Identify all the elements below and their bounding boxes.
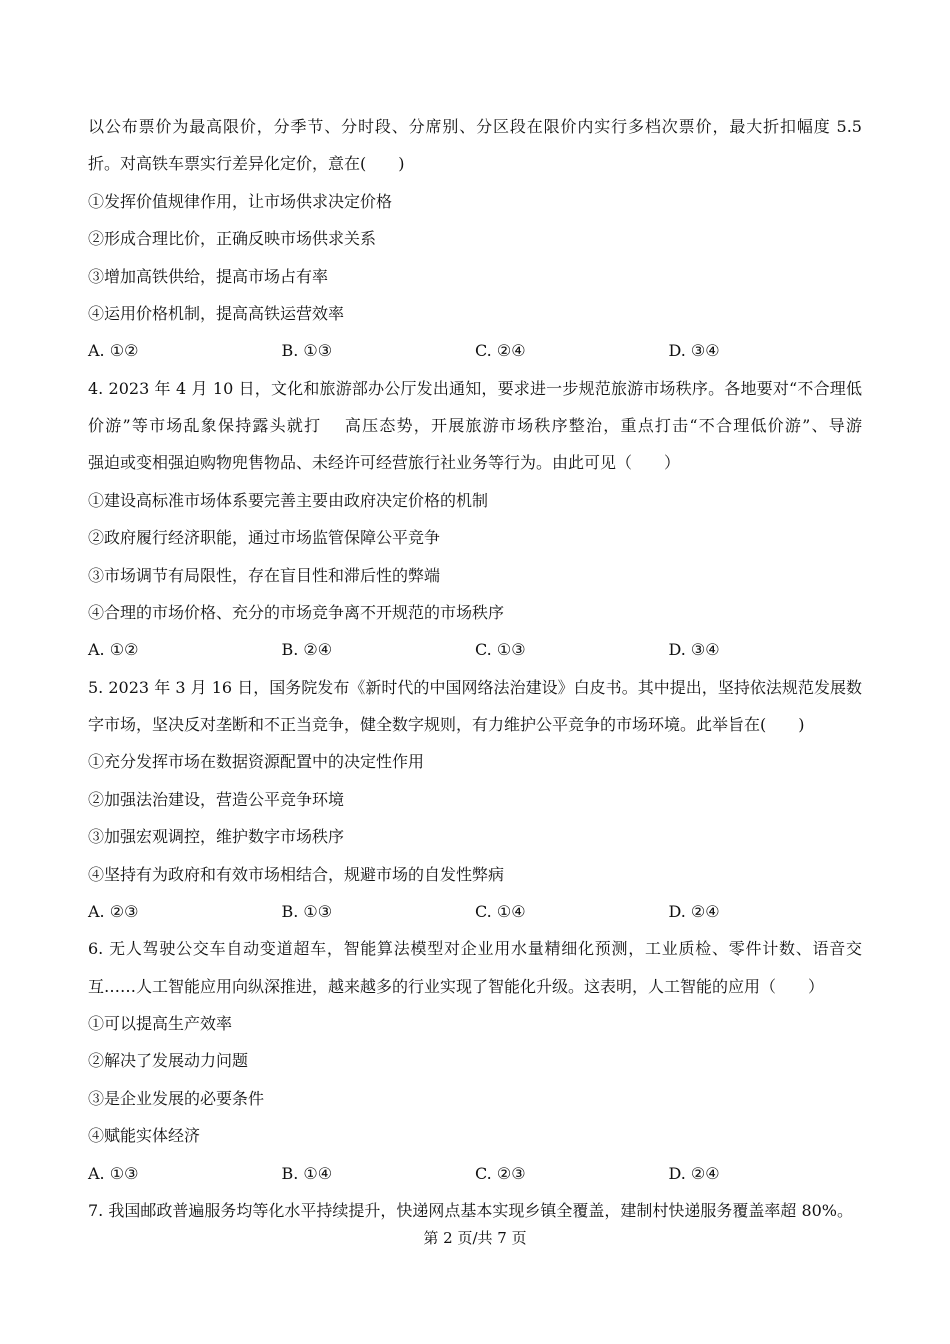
answer-option: B. ①④ bbox=[281, 1163, 333, 1183]
answer-option: B. ②④ bbox=[281, 640, 333, 660]
question-stem-line: 5. 2023 年 3 月 16 日，国务院发布《新时代的中国网络法治建设》白皮书。其中提出，坚持依法规范发展数 bbox=[88, 677, 862, 697]
statement: ③增加高铁供给，提高市场占有率 bbox=[88, 266, 329, 286]
question-q5 bbox=[88, 669, 862, 931]
question-stem-line: 6. 无人驾驶公交车自动变道超车，智能算法模型对企业用水量精细化预测，工业质检、零件计数、语音交 bbox=[88, 939, 862, 959]
statement: ①发挥价值规律作用，让市场供求决定价格 bbox=[88, 191, 393, 211]
question-stem-line: 字市场，坚决反对垄断和不正当竞争，健全数字规则，有力维护公平竞争的市场环境。此举旨在( ) bbox=[88, 715, 805, 734]
answer-option: B. ①③ bbox=[281, 341, 333, 361]
question-q7 bbox=[88, 1192, 862, 1229]
answer-option: D. ②④ bbox=[668, 1163, 720, 1183]
statement: ④合理的市场价格、充分的市场竞争离不开规范的市场秩序 bbox=[88, 602, 505, 622]
statement: ③市场调节有局限性，存在盲目性和滞后性的弊端 bbox=[88, 565, 441, 585]
answer-option: A. ①③ bbox=[88, 1163, 139, 1183]
answer-options bbox=[88, 1155, 862, 1192]
answer-option: C. ②④ bbox=[475, 341, 526, 361]
statement: ④运用价格机制，提高高铁运营效率 bbox=[88, 303, 345, 323]
statement: ②形成合理比价，正确反映市场供求关系 bbox=[88, 229, 377, 249]
question-stem-line: 互……人工智能应用向纵深推进，越来越多的行业实现了智能化升级。这表明，人工智能的应用（ ） bbox=[88, 976, 825, 996]
statement: ④坚持有为政府和有效市场相结合，规避市场的自发性弊病 bbox=[88, 864, 505, 884]
answer-option: A. ①② bbox=[88, 640, 139, 660]
answer-option: B. ①③ bbox=[281, 901, 333, 921]
statement: ③是企业发展的必要条件 bbox=[88, 1088, 265, 1108]
answer-option: A. ①② bbox=[88, 341, 139, 361]
question-stem-line: 折。对高铁车票实行差异化定价，意在( ) bbox=[88, 154, 405, 174]
answer-options bbox=[88, 893, 862, 930]
page-number: 第 2 页/共 7 页 bbox=[423, 1229, 527, 1247]
question-q4 bbox=[88, 370, 862, 669]
question-stem-line: 以公布票价为最高限价，分季节、分时段、分席别、分区段在限价内实行多档次票价，最大折扣幅度 5.5 bbox=[88, 117, 862, 136]
statement: ②解决了发展动力问题 bbox=[88, 1051, 249, 1071]
question-q3 bbox=[88, 108, 862, 370]
answer-option: D. ③④ bbox=[668, 341, 720, 361]
statement: ②政府履行经济职能，通过市场监管保障公平竞争 bbox=[88, 528, 441, 548]
statement: ④赋能实体经济 bbox=[88, 1126, 201, 1146]
answer-option: D. ③④ bbox=[668, 640, 720, 660]
answer-option: C. ①③ bbox=[475, 640, 526, 660]
document-body bbox=[88, 108, 862, 1229]
statement: ①可以提高生产效率 bbox=[88, 1014, 233, 1033]
statement: ②加强法治建设，营造公平竞争环境 bbox=[88, 789, 345, 809]
question-stem-line: 7. 我国邮政普遍服务均等化水平持续提升，快递网点基本实现乡镇全覆盖，建制村快递服务覆盖率超 80%。 bbox=[88, 1200, 854, 1220]
answer-option: C. ②③ bbox=[475, 1163, 526, 1183]
answer-options bbox=[88, 631, 862, 668]
statement: ①充分发挥市场在数据资源配置中的决定性作用 bbox=[88, 752, 425, 772]
answer-options bbox=[88, 332, 862, 369]
statement: ①建设高标准市场体系要完善主要由政府决定价格的机制 bbox=[88, 490, 489, 510]
answer-option: D. ②④ bbox=[668, 901, 720, 921]
question-stem-line: 强迫或变相强迫购物兜售物品、未经许可经营旅行社业务等行为。由此可见（ ） bbox=[88, 453, 681, 473]
question-stem-line: 4. 2023 年 4 月 10 日，文化和旅游部办公厅发出通知，要求进一步规范旅游市场秩序。各地要对“不合理低 bbox=[88, 378, 862, 398]
answer-option: A. ②③ bbox=[88, 901, 139, 921]
question-q6 bbox=[88, 930, 862, 1192]
question-stem-line: 价游”等市场乱象保持露头就打 高压态势，开展旅游市场秩序整治，重点打击“不合理低价游”、导游 bbox=[88, 416, 862, 435]
answer-option: C. ①④ bbox=[475, 901, 526, 921]
statement: ③加强宏观调控，维护数字市场秩序 bbox=[88, 827, 345, 847]
